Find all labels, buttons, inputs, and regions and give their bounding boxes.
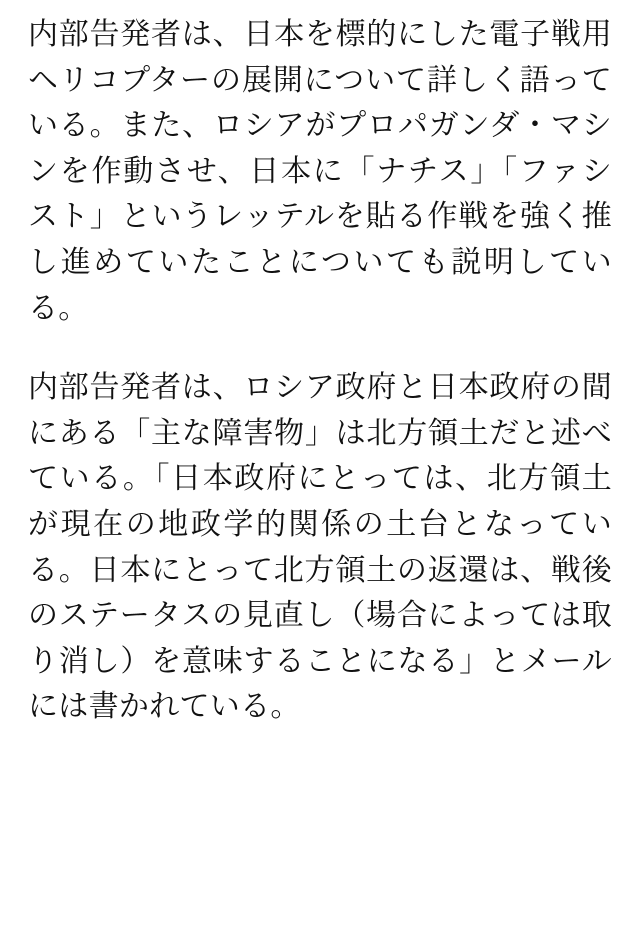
paragraph-1: 内部告発者は、日本を標的にした電子戦用ヘリコプターの展開について詳しく語っている。また、ロシアがプロパガンダ・マシンを作動させ、日本に「ナチス」「ファシスト」というレッテルを貼る作戦を強く推し進めていたことについても説明している。 (28, 18, 612, 325)
paragraph-2: 内部告発者は、ロシア政府と日本政府の間にある「主な障害物」は北方領土だと述べている。「日本政府にとっては、北方領土が現在の地政学的関係の土台となっている。日本にとって北方領土の返還は、戦後のステータスの見直し（場合によっては取り消し）を意味することになる」とメールには書かれている。 (28, 371, 612, 724)
